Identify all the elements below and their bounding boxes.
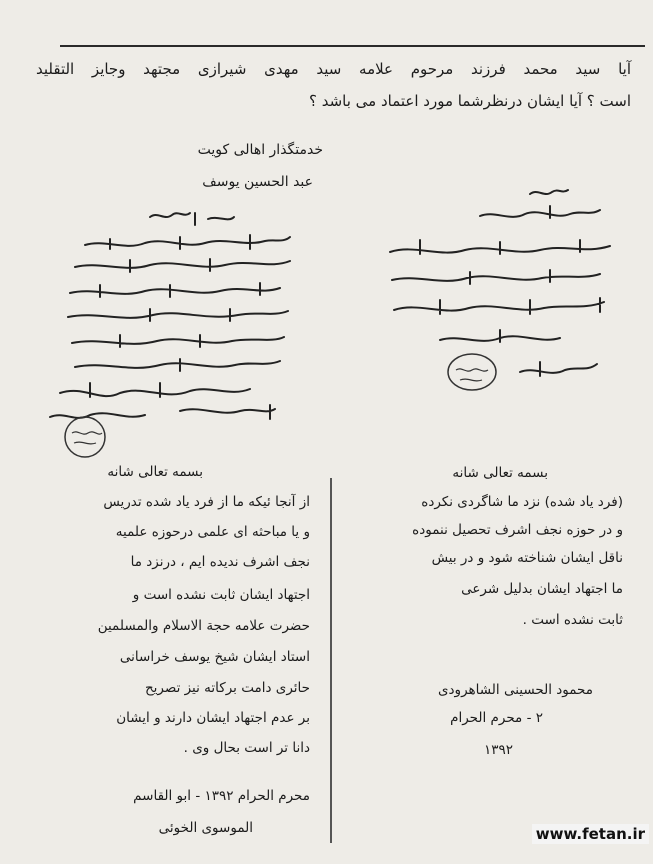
right-answer-line-3: ناقل ایشان شناخته شود و در بیش — [431, 550, 623, 566]
left-answer-line-8: بر عدم اجتهاد ایشان دارند و ایشان — [116, 710, 310, 726]
left-answer-line-5: حضرت علامه حجة الاسلام والمسلمین — [97, 618, 310, 634]
right-answer-signature: محمود الحسینی الشاهرودی — [437, 682, 593, 698]
left-answer-date-signature: محرم الحرام ۱۳۹۲ - ابو القاسم — [133, 788, 310, 804]
watermark: www.fetan.ir — [532, 824, 649, 844]
question-line-2: است ؟ آیا ایشان درنظرشما مورد اعتماد می باشد ؟ — [308, 92, 631, 110]
right-answer-year: ۱۳۹۲ — [483, 742, 513, 758]
left-answer-line-7: حائری دامت برکاته نیز تصریح — [144, 680, 310, 696]
right-answer-line-2: و در حوزه نجف اشرف تحصیل ننموده — [412, 522, 623, 538]
left-answer-line-3: نجف اشرف ندیده ایم ، درنزد ما — [130, 554, 310, 570]
right-answer-line-5: ثابت نشده است . — [522, 612, 623, 628]
handwritten-statement-left — [30, 205, 330, 460]
right-answer-date: ۲ - محرم الحرام — [450, 710, 543, 726]
left-answer-line-2: و یا مباحثه ای علمی درحوزه علمیه — [115, 524, 310, 540]
addressee-line-1: خدمتگذار اهالی کویت — [197, 142, 323, 158]
question-line-1: آیا سید محمد فرزند مرحوم علامه سید مهدی شیرازی مجتهد وجایز التقلید — [36, 60, 631, 78]
left-answer-line-4: اجتهاد ایشان ثابت نشده است و — [132, 587, 310, 603]
seal-right — [448, 354, 496, 390]
column-divider — [330, 478, 332, 843]
left-answer-name: الموسوی الخوئی — [158, 820, 253, 836]
handwritten-statement-right — [380, 180, 635, 395]
left-answer-line-1: از آنجا ئیکه ما از فرد یاد شده تدریس — [103, 494, 310, 510]
right-answer-heading: بسمه تعالی شانه — [452, 465, 548, 481]
top-rule — [60, 45, 645, 47]
left-answer-heading: بسمه تعالی شانه — [107, 464, 203, 480]
left-answer-line-9: دانا تر است بحال وی . — [183, 740, 310, 756]
seal-left — [65, 417, 105, 457]
left-answer-line-6: استاد ایشان شیخ یوسف خراسانی — [119, 649, 310, 665]
addressee-line-2: عبد الحسین یوسف — [202, 174, 313, 190]
right-answer-line-4: ما اجتهاد ایشان بدلیل شرعی — [461, 581, 623, 597]
right-answer-line-1: (فرد یاد شده) نزد ما شاگردی نکرده — [421, 494, 623, 510]
